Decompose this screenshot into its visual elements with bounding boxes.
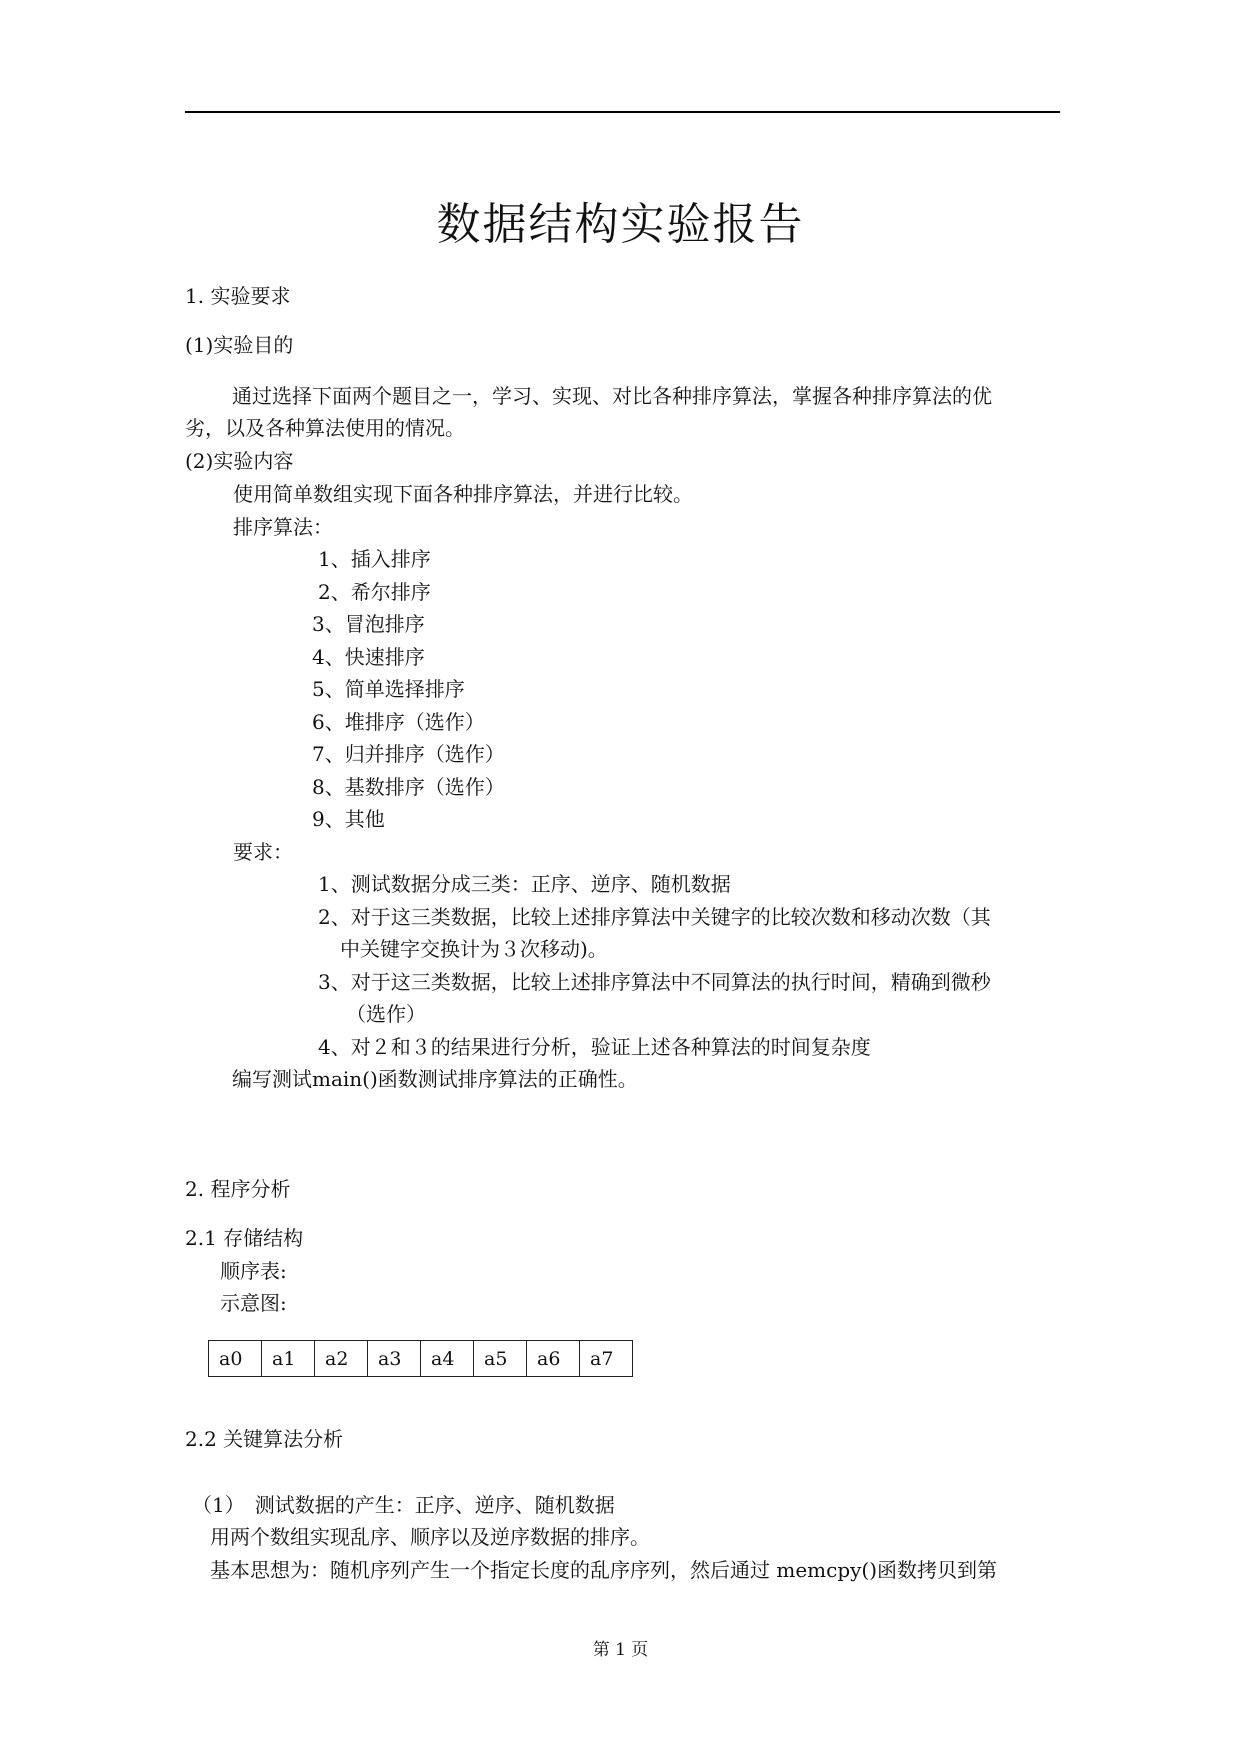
array-cell: a0	[209, 1341, 262, 1377]
array-diagram	[208, 1340, 633, 1377]
array-row	[209, 1341, 633, 1377]
analysis-line-1: 用两个数组实现乱序、顺序以及逆序数据的排序。	[210, 1525, 650, 1549]
array-cell: a2	[315, 1341, 368, 1377]
subsection-2-1: 2.1 存储结构	[185, 1226, 304, 1250]
content-heading: (2)实验内容	[185, 449, 294, 473]
page-number: 第 1 页	[592, 1640, 649, 1660]
analysis-line-2: 基本思想为：随机序列产生一个指定长度的乱序序列，然后通过 memcpy()函数拷贝到第	[210, 1558, 998, 1582]
array-cell: a1	[262, 1341, 315, 1377]
array-cell: a4	[421, 1341, 474, 1377]
array-cell: a6	[527, 1341, 580, 1377]
page-title: 数据结构实验报告	[436, 199, 805, 250]
requirement-4: 4、对２和３的结果进行分析，验证上述各种算法的时间复杂度	[318, 1035, 871, 1059]
requirement-3-cont: （选作）	[346, 1002, 426, 1026]
algo-item: 6、堆排序（选作）	[312, 710, 485, 734]
requirement-2: 2、对于这三类数据，比较上述排序算法中关键字的比较次数和移动次数（其	[318, 905, 991, 929]
algo-item: 5、简单选择排序	[312, 677, 465, 701]
algo-item: 4、快速排序	[312, 645, 425, 669]
subsection-2-2: 2.2 关键算法分析	[185, 1427, 344, 1451]
requirements-label: 要求：	[233, 840, 293, 864]
section-2-heading: 2. 程序分析	[185, 1177, 291, 1201]
algo-item: 1、插入排序	[318, 547, 431, 571]
algo-item: 8、基数排序（选作）	[312, 775, 505, 799]
array-cell: a5	[474, 1341, 527, 1377]
algo-item: 7、归并排序（选作）	[312, 742, 505, 766]
array-cell: a3	[368, 1341, 421, 1377]
requirement-3: 3、对于这三类数据，比较上述排序算法中不同算法的执行时间，精确到微秒	[318, 970, 991, 994]
algo-item-1: （1） 测试数据的产生：正序、逆序、随机数据	[192, 1493, 615, 1517]
purpose-line-1: 通过选择下面两个题目之一，学习、实现、对比各种排序算法，掌握各种排序算法的优	[232, 384, 992, 408]
requirement-1: 1、测试数据分成三类：正序、逆序、随机数据	[318, 872, 731, 896]
array-cell: a7	[580, 1341, 633, 1377]
algos-label: 排序算法：	[233, 515, 333, 539]
section-1-heading: 1. 实验要求	[185, 284, 291, 308]
main-test-line: 编写测试main()函数测试排序算法的正确性。	[232, 1067, 638, 1091]
requirement-2-cont: 中关键字交换计为３次移动)。	[340, 937, 608, 961]
algo-item: 9、其他	[312, 807, 385, 831]
diagram-label: 示意图:	[220, 1291, 287, 1315]
content-line: 使用简单数组实现下面各种排序算法，并进行比较。	[233, 482, 693, 506]
purpose-line-2: 劣，以及各种算法使用的情况。	[185, 416, 465, 440]
seq-list-label: 顺序表:	[220, 1259, 287, 1283]
purpose-heading: (1)实验目的	[185, 333, 294, 357]
header-rule	[185, 111, 1060, 113]
algo-item: 3、冒泡排序	[312, 612, 425, 636]
algo-item: 2、希尔排序	[318, 580, 431, 604]
